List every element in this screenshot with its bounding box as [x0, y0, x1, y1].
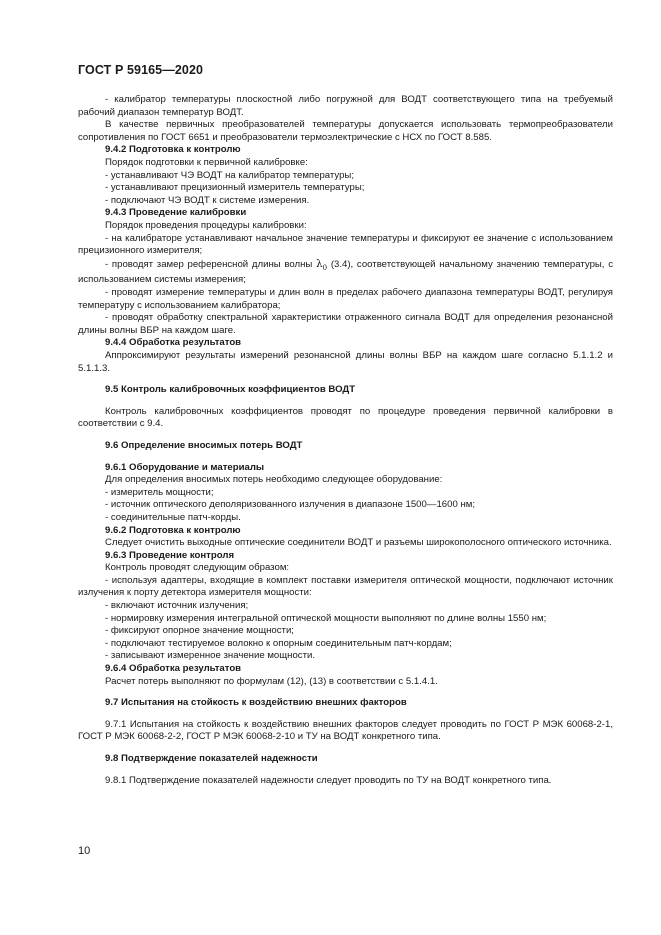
paragraph: Для определения вносимых потерь необходимо следующее оборудование: — [105, 474, 443, 486]
list-item: - включают источник излучения; — [105, 600, 249, 612]
list-item: - подключают тестируемое волокно к опорным соединительным патч-кордам; — [105, 637, 452, 649]
paragraph: Контроль калибровочных коэффициентов проводят по процедуре проведения первичной калибровки в соответствии с 9.4. — [78, 405, 613, 430]
list-item: - записывают измеренное значение мощности. — [105, 650, 315, 662]
list-item-text: - проводят замер референсной длины волны — [105, 258, 313, 270]
paragraph: Аппроксимируют результаты измерений резонансной длины волны ВБР на каждом шаге согласно 5.1.1.2 и 5.1.1.3. — [78, 349, 613, 374]
lambda-symbol: $\lambda_0$ — [315, 257, 328, 272]
subsection-heading: 9.6.4 Обработка результатов — [105, 663, 242, 675]
list-item: - устанавливают ЧЭ ВОДТ на калибратор температуры; — [105, 169, 354, 181]
paragraph: 9.8.1 Подтверждение показателей надежности следует проводить по ТУ на ВОДТ конкретного типа. — [105, 774, 552, 786]
list-item: - подключают ЧЭ ВОДТ к системе измерения. — [105, 194, 310, 206]
section-heading: 9.6 Определение вносимых потерь ВОДТ — [105, 439, 303, 451]
list-item: - измеритель мощности; — [105, 486, 214, 498]
list-item: - устанавливают прецизионный измеритель температуры; — [105, 182, 365, 194]
list-item: - проводят обработку спектральной характеристики отраженного сигнала ВОДТ для определения резонансной длины волны ВБР на каждом шаге. — [78, 312, 613, 336]
paragraph: В качестве первичных преобразователей температуры допускается использовать термопреобразователи сопротивления по ГОСТ 6651 и преобразователи термоэлектрические с НСХ по ГОСТ 8.585. — [78, 119, 613, 143]
subsection-heading: 9.4.2 Подготовка к контролю — [105, 144, 241, 156]
paragraph: Порядок проведения процедуры калибровки: — [105, 219, 307, 231]
section-heading: 9.7 Испытания на стойкость к воздействию внешних факторов — [105, 697, 407, 709]
paragraph: Контроль проводят следующим образом: — [105, 562, 290, 574]
list-item: - фиксируют опорное значение мощности; — [105, 625, 294, 637]
list-item-with-formula — [78, 258, 613, 287]
paragraph: Следует очистить выходные оптические соединители ВОДТ и разъемы широкополосного оптического источника. — [105, 537, 612, 549]
document-header: ГОСТ Р 59165—2020 — [78, 63, 204, 77]
subsection-heading: 9.6.3 Проведение контроля — [105, 549, 235, 561]
paragraph: Порядок подготовки к первичной калибровке: — [105, 156, 308, 168]
list-item-text: (3.4), соответствующей начальному значению температуры, с использованием системы измерения; — [78, 258, 613, 286]
paragraph: Расчет потерь выполняют по формулам (12), (13) в соответствии с 5.1.4.1. — [105, 675, 438, 687]
subsection-heading: 9.4.3 Проведение калибровки — [105, 207, 247, 219]
list-item: - соединительные патч-корды. — [105, 511, 241, 523]
page-number: 10 — [78, 845, 91, 857]
paragraph: 9.7.1 Испытания на стойкость к воздействию внешних факторов следует проводить по ГОСТ Р МЭК 60068-2-1, ГОСТ Р МЭК 60068-2-2, ГОСТ Р МЭК 60068-2-10 и ТУ на ВОДТ конкретного типа. — [78, 718, 613, 743]
subsection-heading: 9.4.4 Обработка результатов — [105, 337, 242, 349]
list-item: - источник оптического деполяризованного излучения в диапазоне 1500—1600 нм; — [105, 499, 476, 511]
paragraph: - калибратор температуры плоскостной либо погружной для ВОДТ соответствующего типа на требуемый рабочий диапазон температур ВОДТ. — [78, 94, 613, 118]
section-heading: 9.5 Контроль калибровочных коэффициентов ВОДТ — [105, 384, 356, 396]
list-item: - нормировку измерения интегральной оптической мощности выполняют по длине волны 1550 нм; — [105, 612, 547, 624]
list-item: - проводят измерение температуры и длин волн в пределах рабочего диапазона температуры ВОДТ, регулируя температуру с использованием калибратора; — [78, 287, 613, 311]
document-body — [78, 94, 613, 787]
subsection-heading: 9.6.2 Подготовка к контролю — [105, 524, 241, 536]
subsection-heading: 9.6.1 Оборудование и материалы — [105, 461, 265, 473]
list-item: - на калибраторе устанавливают начальное значение температуры и фиксируют ее значение с использованием прецизионного измерителя; — [78, 232, 613, 257]
section-heading: 9.8 Подтверждение показателей надежности — [105, 753, 318, 764]
list-item: - используя адаптеры, входящие в комплект поставки измерителя оптической мощности, подключают источник излучения к порту детектора измерителя мощности: — [78, 574, 613, 599]
